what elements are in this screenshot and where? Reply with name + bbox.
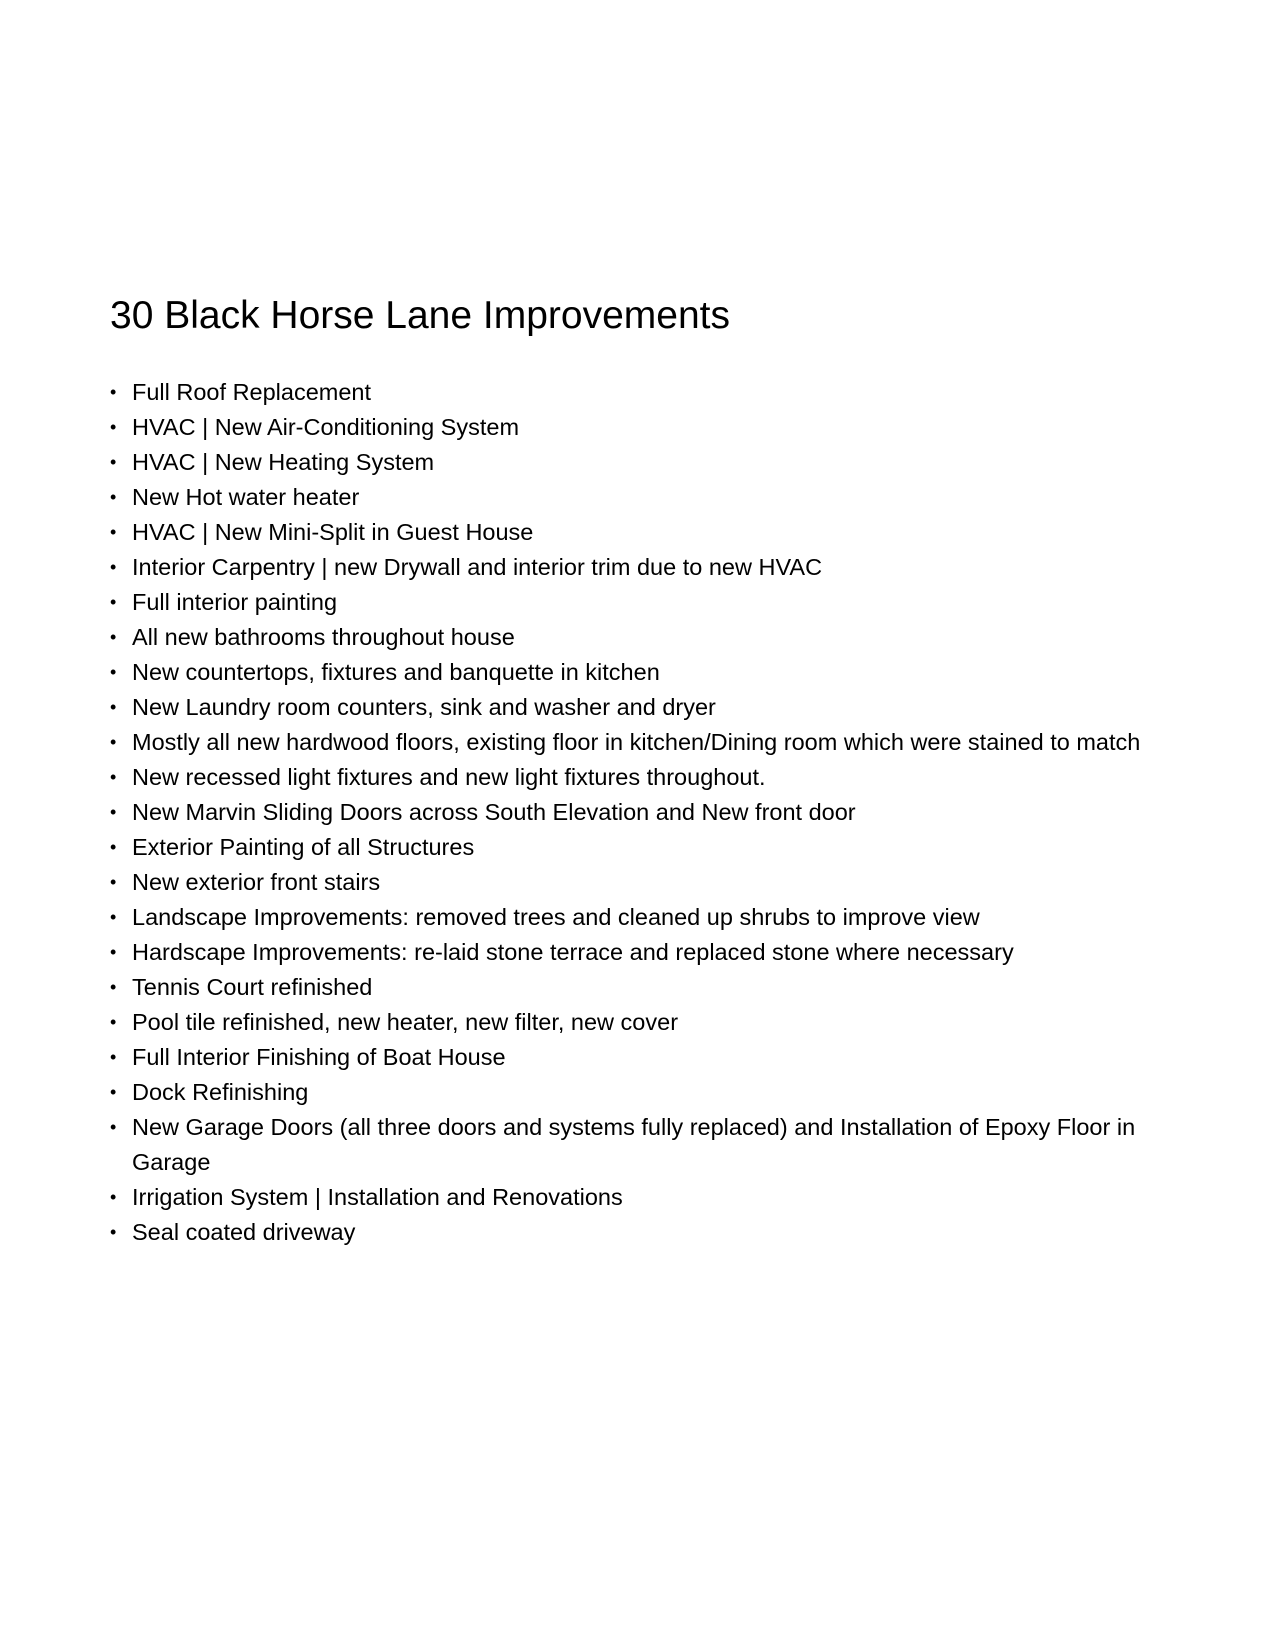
- list-item: [110, 690, 1170, 725]
- list-item: [110, 970, 1170, 1005]
- list-item: [110, 725, 1170, 760]
- list-item: [110, 375, 1170, 410]
- list-item: [110, 935, 1170, 970]
- list-item-text: HVAC | New Air-Conditioning System: [132, 414, 520, 440]
- list-item-text: Irrigation System | Installation and Renovations: [132, 1184, 623, 1210]
- bullet-icon: •: [110, 942, 117, 962]
- list-item: [110, 550, 1170, 585]
- bullet-icon: •: [110, 487, 117, 507]
- improvements-list: [110, 375, 1170, 1250]
- bullet-icon: •: [110, 977, 117, 997]
- list-item-text: Pool tile refinished, new heater, new filter, new cover: [132, 1009, 679, 1035]
- list-item-text: New Hot water heater: [132, 484, 360, 510]
- list-item: [110, 900, 1170, 935]
- list-item-text: New Marvin Sliding Doors across South Elevation and New front door: [132, 799, 856, 825]
- list-item-text: Full interior painting: [132, 589, 338, 615]
- list-item: [110, 620, 1170, 655]
- bullet-icon: •: [110, 592, 117, 612]
- bullet-icon: •: [110, 522, 117, 542]
- list-item-text: Tennis Court refinished: [132, 974, 373, 1000]
- list-item: [110, 410, 1170, 445]
- bullet-icon: •: [110, 1117, 117, 1137]
- list-item-text: Exterior Painting of all Structures: [132, 834, 475, 860]
- list-item-text: Seal coated driveway: [132, 1219, 356, 1245]
- list-item: [110, 865, 1170, 900]
- bullet-icon: •: [110, 627, 117, 647]
- list-item-text: Hardscape Improvements: re-laid stone terrace and replaced stone where necessary: [132, 939, 1014, 965]
- list-item-text: Interior Carpentry | new Drywall and interior trim due to new HVAC: [132, 554, 823, 580]
- list-item-text: Full Interior Finishing of Boat House: [132, 1044, 506, 1070]
- list-item-text: Mostly all new hardwood floors, existing floor in kitchen/Dining room which were stained to match: [132, 729, 1141, 755]
- list-item: [110, 1110, 1170, 1180]
- list-item-text: New recessed light fixtures and new light fixtures throughout.: [132, 764, 766, 790]
- bullet-icon: •: [110, 1082, 117, 1102]
- bullet-icon: •: [110, 1012, 117, 1032]
- bullet-icon: •: [110, 452, 117, 472]
- bullet-icon: •: [110, 837, 117, 857]
- list-item: [110, 480, 1170, 515]
- list-item-text: New Garage Doors (all three doors and systems fully replaced) and Installation of Epoxy Floor in Garage: [132, 1114, 1136, 1175]
- list-item-text: Dock Refinishing: [132, 1079, 309, 1105]
- bullet-icon: •: [110, 732, 117, 752]
- list-item: [110, 585, 1170, 620]
- list-item: [110, 1040, 1170, 1075]
- list-item-text: Full Roof Replacement: [132, 379, 372, 405]
- list-item-text: New countertops, fixtures and banquette in kitchen: [132, 659, 660, 685]
- bullet-icon: •: [110, 1047, 117, 1067]
- list-item: [110, 1075, 1170, 1110]
- list-item-text: All new bathrooms throughout house: [132, 624, 515, 650]
- bullet-icon: •: [110, 1187, 117, 1207]
- list-item: [110, 515, 1170, 550]
- bullet-icon: •: [110, 662, 117, 682]
- list-item-text: HVAC | New Mini-Split in Guest House: [132, 519, 534, 545]
- bullet-icon: •: [110, 802, 117, 822]
- bullet-icon: •: [110, 1222, 117, 1242]
- bullet-icon: •: [110, 557, 117, 577]
- bullet-icon: •: [110, 872, 117, 892]
- list-item: [110, 655, 1170, 690]
- list-item: [110, 1215, 1170, 1250]
- list-item-text: New Laundry room counters, sink and washer and dryer: [132, 694, 716, 720]
- list-item: [110, 1180, 1170, 1215]
- bullet-icon: •: [110, 417, 117, 437]
- bullet-icon: •: [110, 907, 117, 927]
- bullet-icon: •: [110, 767, 117, 787]
- list-item-text: New exterior front stairs: [132, 869, 381, 895]
- page-title: 30 Black Horse Lane Improvements: [110, 294, 730, 337]
- list-item: [110, 1005, 1170, 1040]
- bullet-icon: •: [110, 697, 117, 717]
- list-item: [110, 445, 1170, 480]
- list-item: [110, 795, 1170, 830]
- list-item-text: Landscape Improvements: removed trees and cleaned up shrubs to improve view: [132, 904, 980, 930]
- list-item-text: HVAC | New Heating System: [132, 449, 435, 475]
- list-item: [110, 760, 1170, 795]
- bullet-icon: •: [110, 382, 117, 402]
- list-item: [110, 830, 1170, 865]
